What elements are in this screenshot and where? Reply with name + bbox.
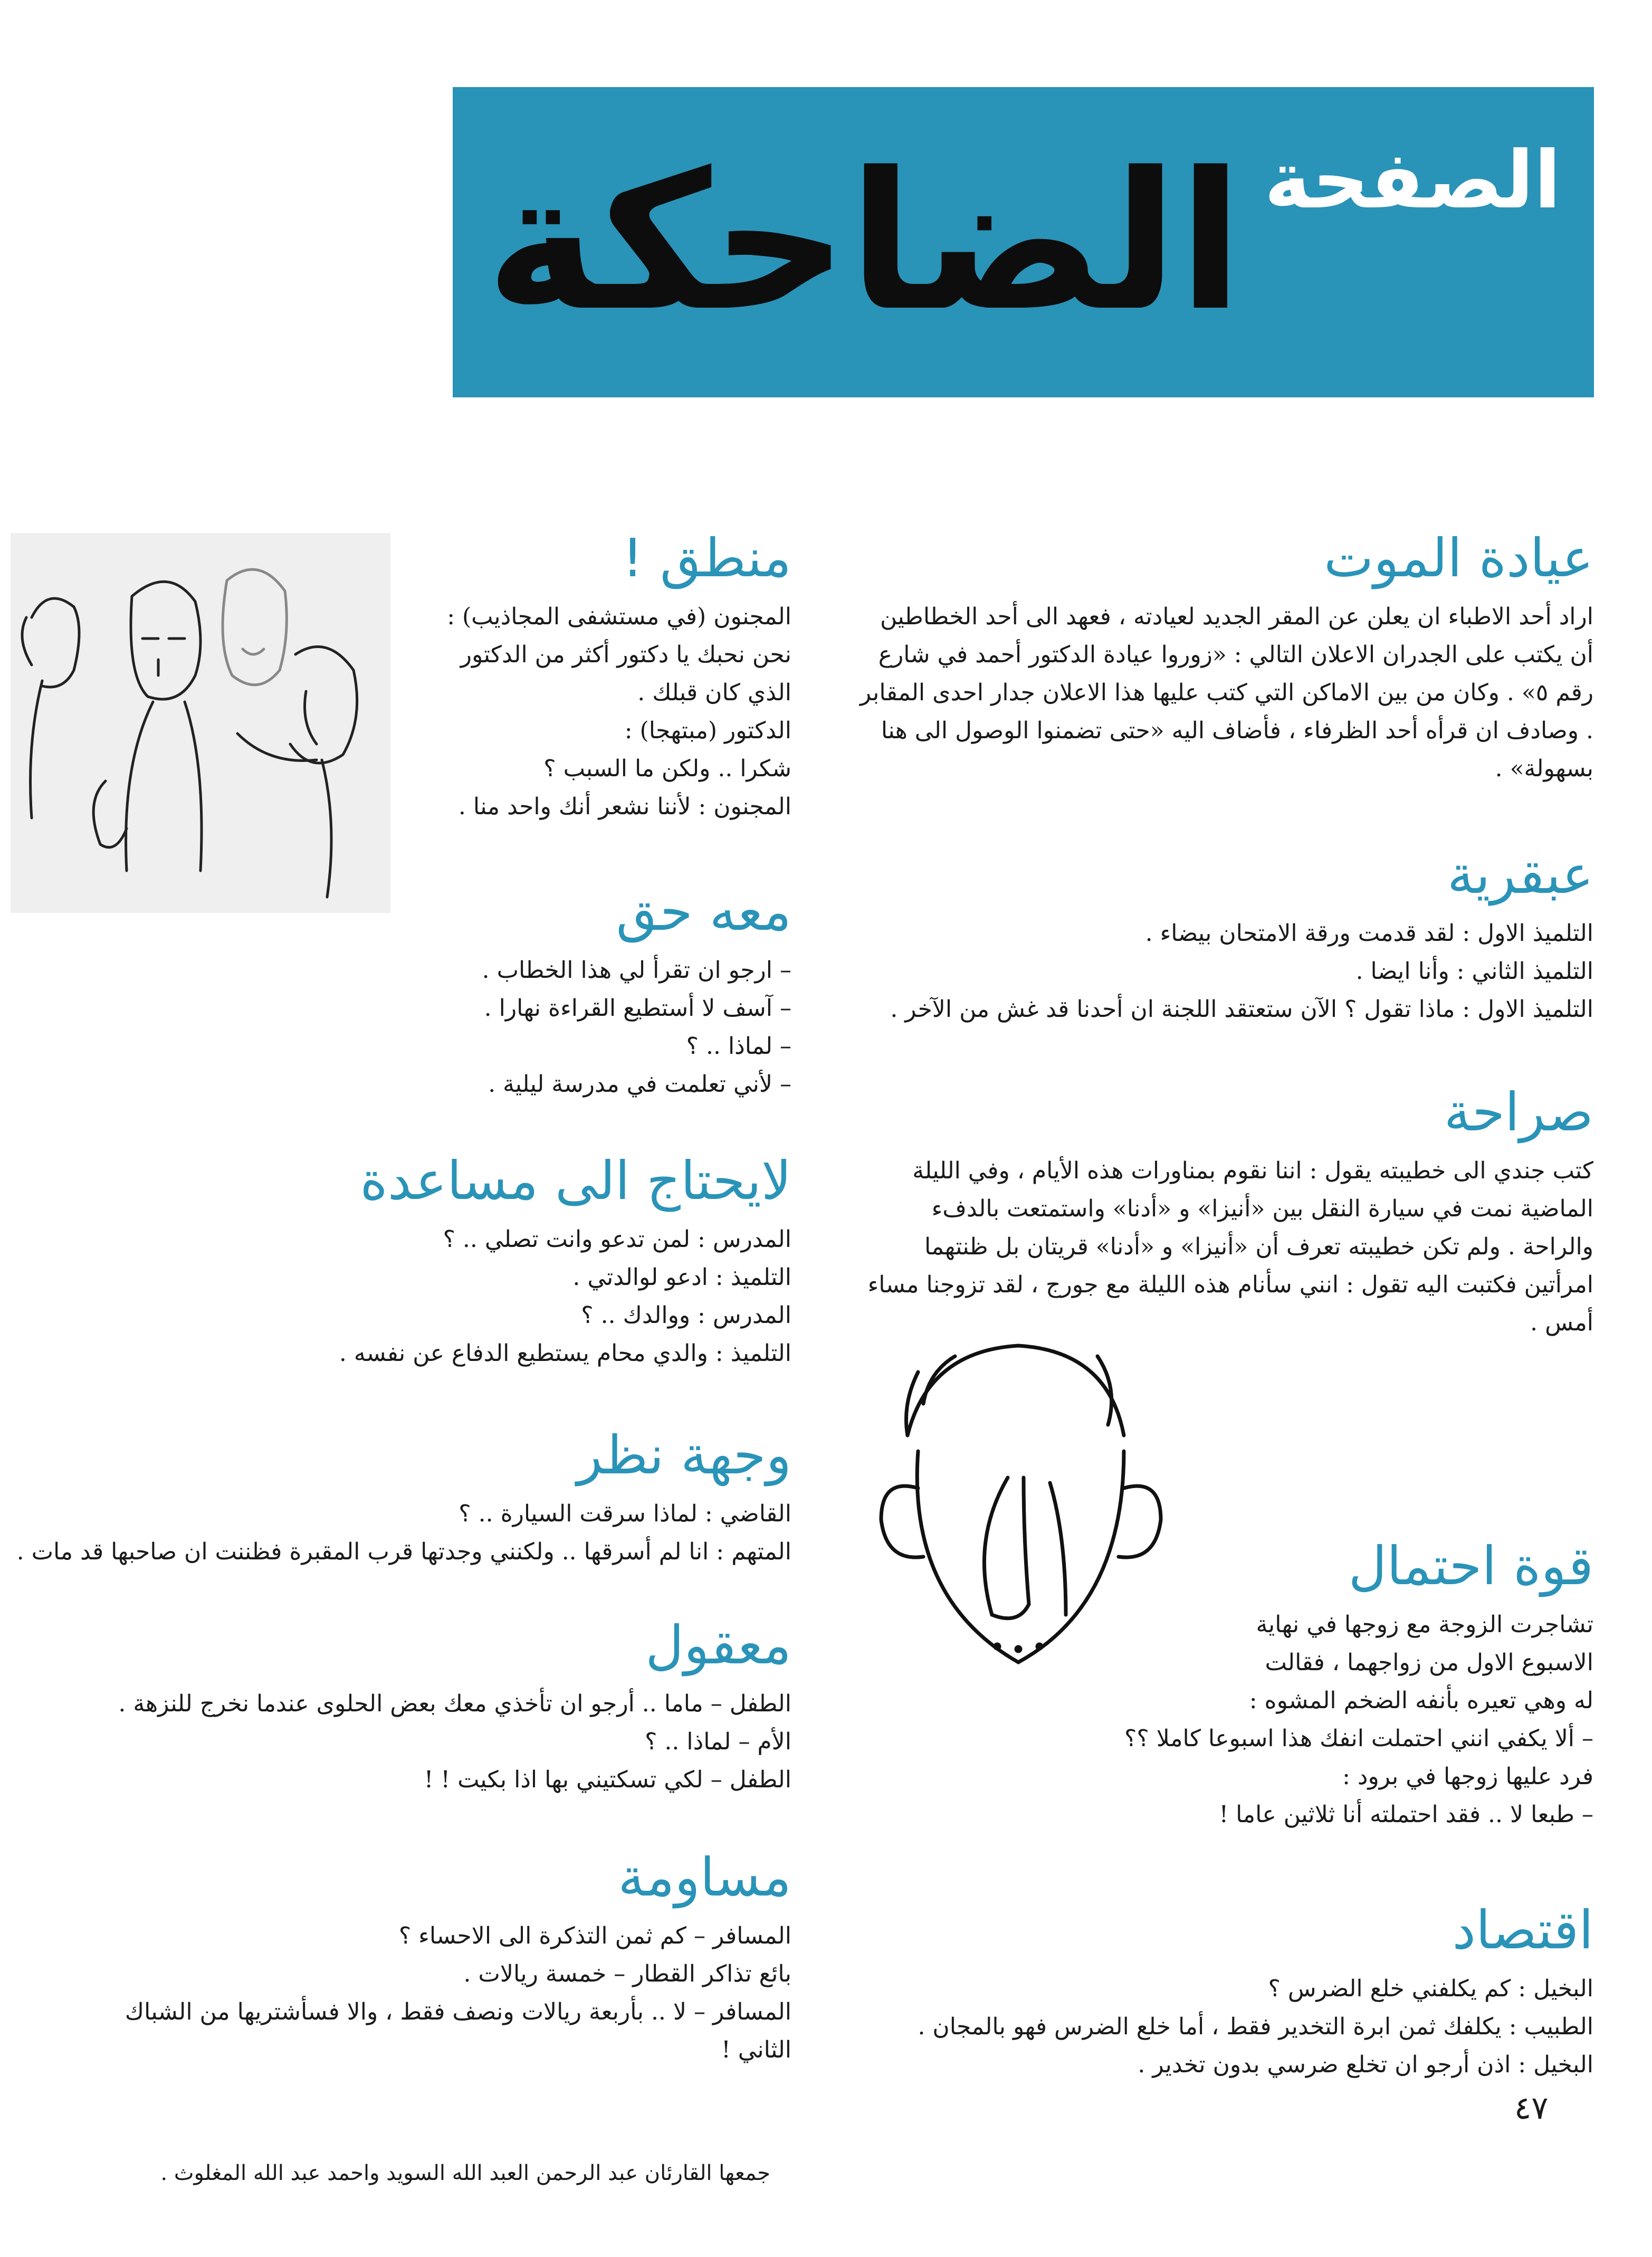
story-line: الاسبوع الاول من زواجهما ، فقالت <box>1265 1649 1593 1676</box>
section-heading: اقتصاد <box>1452 1899 1593 1961</box>
dialogue-line: الطبيب : يكلفك ثمن ابرة التخدير فقط ، أما خلع الضرس فهو بالمجان . <box>918 2013 1593 2040</box>
dialogue-line: البخيل : اذن أرجو ان تخلع ضرسي بدون تخدير . <box>1138 2051 1593 2078</box>
story-line: – طبعا لا .. فقد احتملته أنا ثلاثين عاما ! <box>1219 1801 1593 1828</box>
section-economy <box>855 1900 1593 2084</box>
section-logic <box>390 528 791 826</box>
header-big-title: الضاحكة <box>485 131 1244 353</box>
dialogue-line: نحن نحبك يا دكتور أكثر من الدكتور <box>460 641 791 668</box>
section-heading: معقول <box>645 1614 791 1676</box>
dialogue-line: التلميذ الاول : ماذا تقول ؟ الآن ستعتقد اللجنة ان أحدنا قد غش من الآخر . <box>890 996 1593 1023</box>
section-heading: مساومة <box>618 1846 791 1908</box>
story-line: له وهي تعيره بأنفه الضخم المشوه : <box>1249 1687 1593 1714</box>
dialogue-line: – لماذا .. ؟ <box>686 1033 791 1060</box>
section-heading: قوة احتمال <box>1348 1535 1593 1597</box>
story-line: تشاجرت الزوجة مع زوجها في نهاية <box>1256 1611 1593 1638</box>
section-heading: وجهة نظر <box>577 1424 791 1486</box>
section-reasonable <box>47 1615 791 1799</box>
page-number: ٤٧ <box>1514 2090 1549 2127</box>
section-he-is-right <box>47 881 791 1103</box>
dialogue-line: التلميذ : ادعو لوالدتي . <box>572 1264 791 1291</box>
dialogue-line: شكرا .. ولكن ما السبب ؟ <box>543 755 791 782</box>
dialogue-line: – آسف لا أستطيع القراءة نهارا . <box>484 995 791 1022</box>
section-heading: صراحة <box>1444 1081 1593 1143</box>
dialogue-line: – ارجو ان تقرأ لي هذا الخطاب . <box>482 957 791 984</box>
header-small-title: الصفحة <box>1264 135 1561 226</box>
dialogue-line: التلميذ الاول : لقد قدمت ورقة الامتحان بيضاء . <box>1145 920 1593 947</box>
dialogue-line: الدكتور (مبتهجا) : <box>624 717 791 744</box>
section-point-of-view <box>16 1424 791 1571</box>
section-clinic-of-death <box>855 528 1593 788</box>
dialogue-line: القاضي : لماذا سرقت السيارة .. ؟ <box>459 1500 791 1527</box>
section-bargaining <box>47 1847 791 2069</box>
dialogue-line: المتهم : انا لم أسرقها .. ولكنني وجدتها قرب المقبرة فظننت ان صاحبها قد مات . <box>16 1538 791 1565</box>
section-heading: لايحتاج الى مساعدة <box>360 1150 791 1212</box>
dialogue-line: المسافر – كم ثمن التذكرة الى الاحساء ؟ <box>398 1922 791 1949</box>
page-title <box>453 87 1594 397</box>
section-heading: معه حق <box>616 881 791 942</box>
section-frankness <box>855 1082 1593 1342</box>
dialogue-line: – لأني تعلمت في مدرسة ليلية . <box>488 1071 791 1098</box>
big-nose-face-illustration <box>860 1330 1166 1710</box>
credits-line: جمعها القارئان عبد الرحمن العبد الله السويد واحمد عبد الله المغلوث . <box>160 2161 770 2185</box>
section-needs-no-help <box>47 1150 791 1373</box>
dialogue-line: التلميذ : والدي محام يستطيع الدفاع عن نفسه . <box>339 1340 791 1367</box>
dialogue-line: المجنون : لأننا نشعر أنك واحد منا . <box>458 793 791 820</box>
section-genius <box>855 844 1593 1028</box>
story-line: فرد عليها زوجها في برود : <box>1342 1763 1593 1790</box>
story-line: – ألا يكفي انني احتملت انفك هذا اسبوعا كاملا ؟؟ <box>1124 1725 1593 1752</box>
dialogue-line: المدرس : لمن تدعو وانت تصلي .. ؟ <box>443 1226 791 1253</box>
dialogue-line: الذي كان قبلك . <box>637 679 791 706</box>
dialogue-line: الطفل – لكي تسكتيني بها اذا بكيت ! ! <box>424 1766 791 1793</box>
section-paragraph: اراد أحد الاطباء ان يعلن عن المقر الجديد لعيادته ، فعهد الى أحد الخطاطين أن يكتب على الجدران الاعلان التالي : «زوروا عيادة الدكتور أحمد في شارع رقم ٥» . وكان من بين الاماكن التي كتب عليها هذا الاعلان جدار احدى المقابر . وصادف ان قرأه أحد الظرفاء ، فأضاف اليه «حتى تضمنوا الوصول الى هنا بسهولة» . <box>860 603 1593 782</box>
dialogue-line: المدرس : ووالدك .. ؟ <box>581 1302 791 1329</box>
dialogue-line: بائع تذاكر القطار – خمسة ريالات . <box>463 1960 791 1987</box>
dialogue-line: المجنون (في مستشفى المجاذيب) : <box>447 603 791 630</box>
dialogue-line: التلميذ الثاني : وأنا ايضا . <box>1355 958 1593 985</box>
section-heading: منطق ! <box>622 527 791 589</box>
section-paragraph: كتب جندي الى خطيبته يقول : اننا نقوم بمناورات هذه الأيام ، وفي الليلة الماضية نمت في سيارة النقل بين «أنيزا» و «أدنا» واستمتعت بالدفء والراحة . ولم تكن خطيبته تعرف أن «أنيزا» و «أدنا» قريتان بل ظنتهما امرأتين فكتبت اليه تقول : انني سأنام هذه الليلة مع جورج ، لقد تزوجنا مساء أمس . <box>867 1157 1593 1336</box>
dialogue-line: البخيل : كم يكلفني خلع الضرس ؟ <box>1268 1975 1593 2002</box>
group-sketch-illustration <box>11 533 390 913</box>
dialogue-line: الأم – لماذا .. ؟ <box>645 1728 791 1755</box>
section-heading: عبقرية <box>1447 844 1593 906</box>
header-banner <box>453 87 1594 397</box>
dialogue-line: المسافر – لا .. بأربعة ريالات ونصف فقط ، والا فسأشتريها من الشباك <box>125 1998 791 2025</box>
dialogue-line: الثاني ! <box>721 2036 791 2063</box>
section-endurance <box>1124 1535 1593 1834</box>
dialogue-line: الطفل – ماما .. أرجو ان تأخذي معك بعض الحلوى عندما نخرج للنزهة . <box>118 1690 791 1717</box>
section-heading: عيادة الموت <box>1324 527 1593 589</box>
